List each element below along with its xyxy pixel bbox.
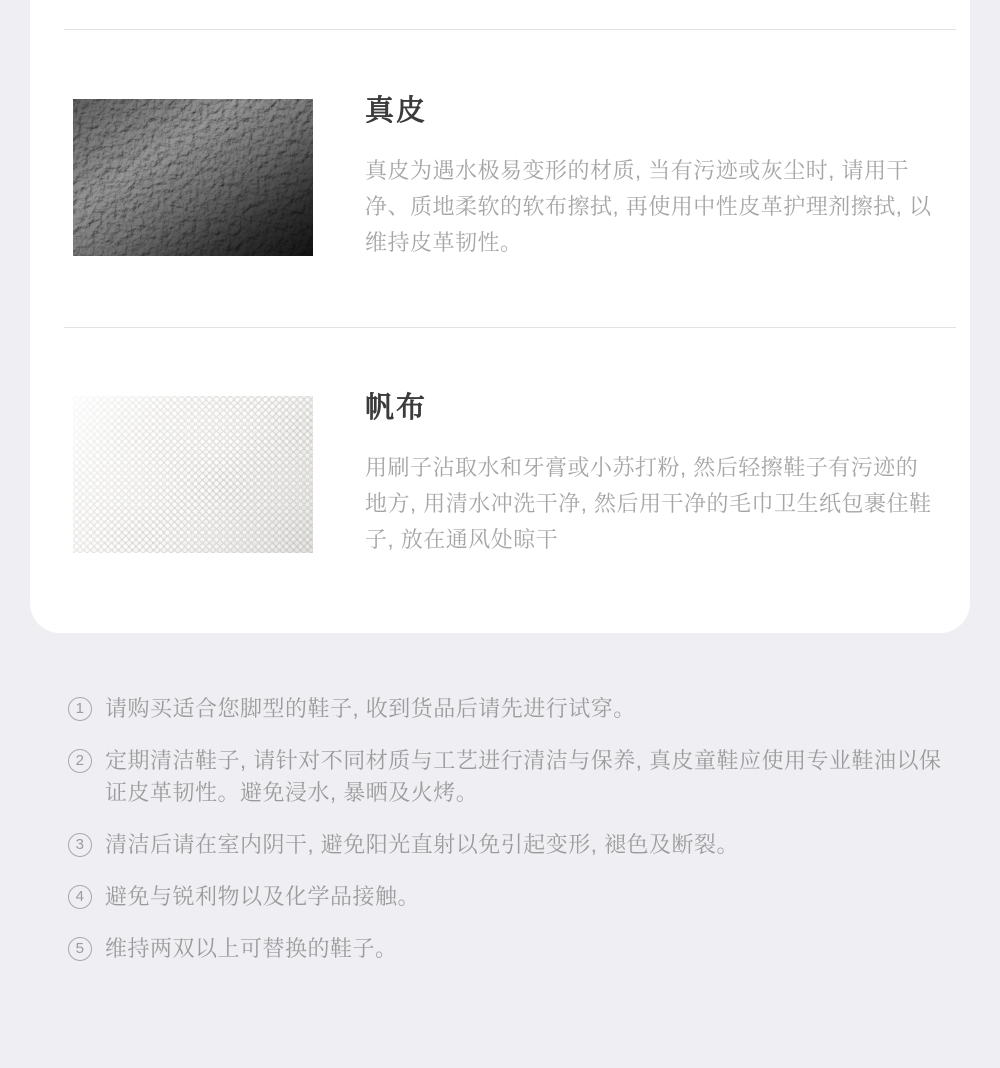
tip-text: 避免与锐利物以及化学品接触。	[105, 884, 421, 909]
material-title: 真皮	[365, 95, 428, 127]
material-section-canvas	[73, 392, 940, 558]
tip-number-badge: 3	[68, 833, 92, 857]
material-text-canvas	[365, 392, 940, 558]
tip-text: 请购买适合您脚型的鞋子, 收到货品后请先进行试穿。	[105, 696, 636, 721]
tip-number-badge: 4	[68, 885, 92, 909]
material-description: 用刷子沾取水和牙膏或小苏打粉, 然后轻擦鞋子有污迹的地方, 用清水冲洗干净, 然后用干净的毛巾卫生纸包裹住鞋子, 放在通风处晾干	[365, 455, 932, 552]
section-divider-middle	[64, 327, 956, 328]
tip-text: 维持两双以上可替换的鞋子。	[105, 936, 398, 961]
canvas-texture-image	[73, 396, 313, 553]
tip-number-badge: 5	[68, 937, 92, 961]
leather-texture-image	[73, 99, 313, 256]
tip-text: 定期清洁鞋子, 请针对不同材质与工艺进行清洁与保养, 真皮童鞋应使用专业鞋油以保证皮革韧性。避免浸水, 暴晒及火烤。	[105, 748, 942, 805]
material-text-leather	[365, 95, 940, 261]
section-divider-top	[64, 29, 956, 30]
tip-number-badge: 2	[68, 749, 92, 773]
tip-number-badge: 1	[68, 697, 92, 721]
leather-texture-graphic	[73, 99, 313, 256]
care-tip-item	[68, 693, 960, 725]
care-tips-list	[68, 693, 960, 965]
tip-text: 清洁后请在室内阴干, 避免阳光直射以免引起变形, 褪色及断裂。	[105, 832, 739, 857]
material-title: 帆布	[365, 392, 428, 424]
care-tip-item	[68, 881, 960, 913]
care-tip-item	[68, 933, 960, 965]
material-care-card	[30, 0, 970, 633]
care-tip-item	[68, 745, 960, 809]
care-tip-item	[68, 829, 960, 861]
material-section-leather	[73, 95, 940, 261]
material-description: 真皮为遇水极易变形的材质, 当有污迹或灰尘时, 请用干净、质地柔软的软布擦拭, 再使用中性皮革护理剂擦拭, 以维持皮革韧性。	[365, 158, 932, 255]
